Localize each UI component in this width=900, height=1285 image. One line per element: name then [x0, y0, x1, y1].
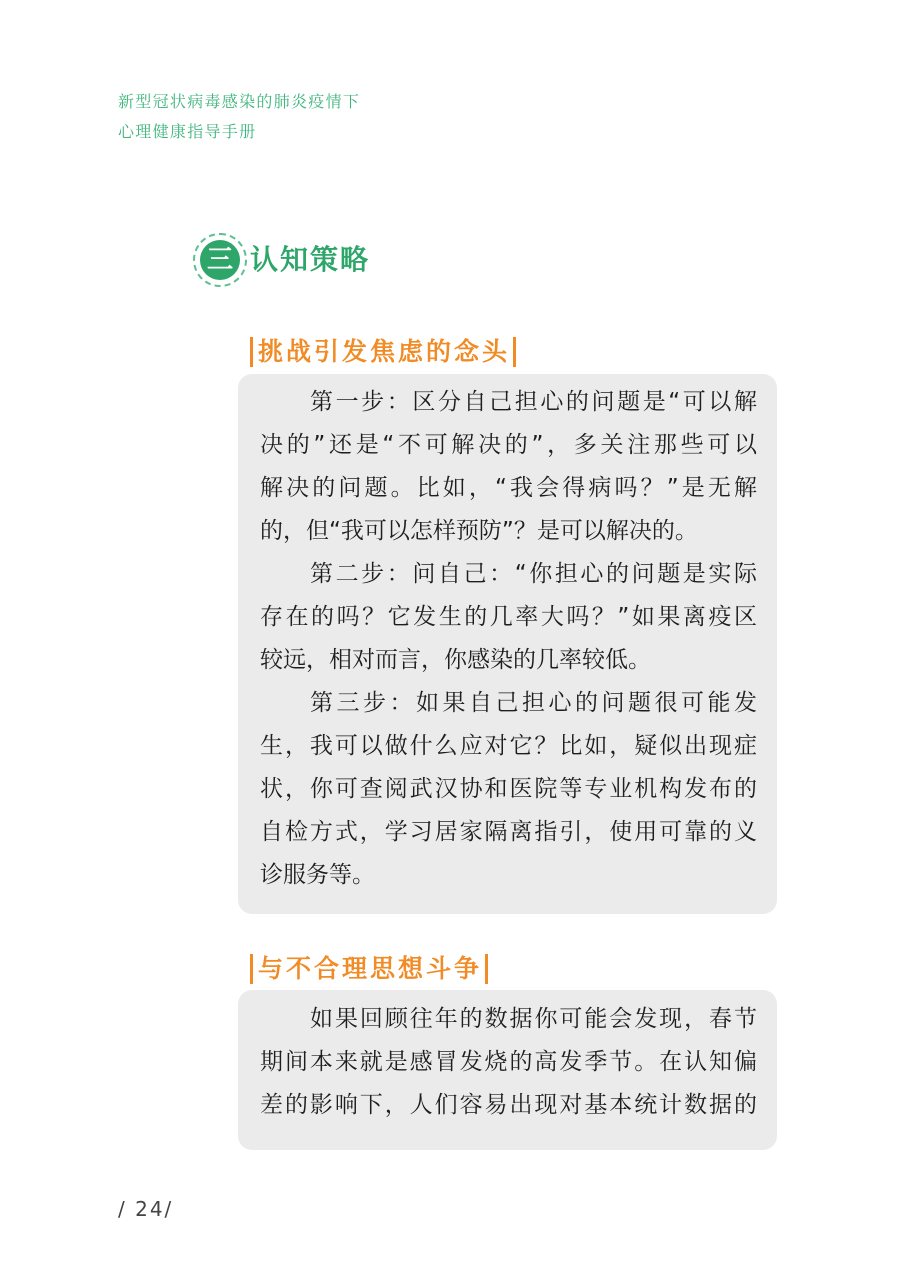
content-box-2 [238, 990, 777, 1150]
text-line: 状，你可查阅武汉协和医院等专业机构发布的 [260, 776, 757, 802]
paragraph-step-3 [260, 682, 757, 897]
text-line: 生，我可以做什么应对它？比如，疑似出现症 [260, 733, 757, 759]
subheading-fight-irrational-thoughts: 与不合理思想斗争 [250, 954, 488, 984]
text-line: 决的”还是“不可解决的”，多关注那些可以 [260, 432, 757, 458]
section-number: 三 [200, 240, 240, 280]
paragraph-step-2 [260, 553, 757, 682]
subheading-challenge-anxious-thoughts: 挑战引发焦虑的念头 [250, 337, 516, 367]
running-header-line1: 新型冠状病毒感染的肺炎疫情下 [118, 92, 361, 111]
text-line: 自检方式，学习居家隔离指引，使用可靠的义 [260, 819, 757, 845]
text-line: 期间本来就是感冒发烧的高发季节。在认知偏 [260, 1049, 757, 1075]
paragraph-statistics [260, 998, 757, 1127]
text-line: 第二步：问自己：“你担心的问题是实际 [310, 561, 757, 587]
text-line: 第三步：如果自己担心的问题很可能发 [310, 690, 757, 716]
text-line: 的，但“我可以怎样预防”？是可以解决的。 [260, 518, 698, 544]
page-number: / 24/ [118, 1197, 174, 1221]
text-line: 诊服务等。 [260, 862, 375, 888]
content-box-1 [238, 374, 777, 914]
paragraph-step-1 [260, 381, 757, 553]
text-line: 如果回顾往年的数据你可能会发现，春节 [310, 1006, 757, 1032]
text-line: 存在的吗？它发生的几率大吗？”如果离疫区 [260, 604, 757, 630]
section-title: 认知策略 [250, 243, 371, 276]
text-line: 较远，相对而言，你感染的几率较低。 [260, 647, 651, 673]
text-line: 第一步：区分自己担心的问题是“可以解 [310, 389, 757, 415]
section-number-badge [193, 233, 247, 287]
text-line: 解决的问题。比如，“我会得病吗？”是无解 [260, 475, 757, 501]
text-line: 差的影响下，人们容易出现对基本统计数据的 [260, 1092, 757, 1118]
running-header-line2: 心理健康指导手册 [118, 122, 257, 141]
